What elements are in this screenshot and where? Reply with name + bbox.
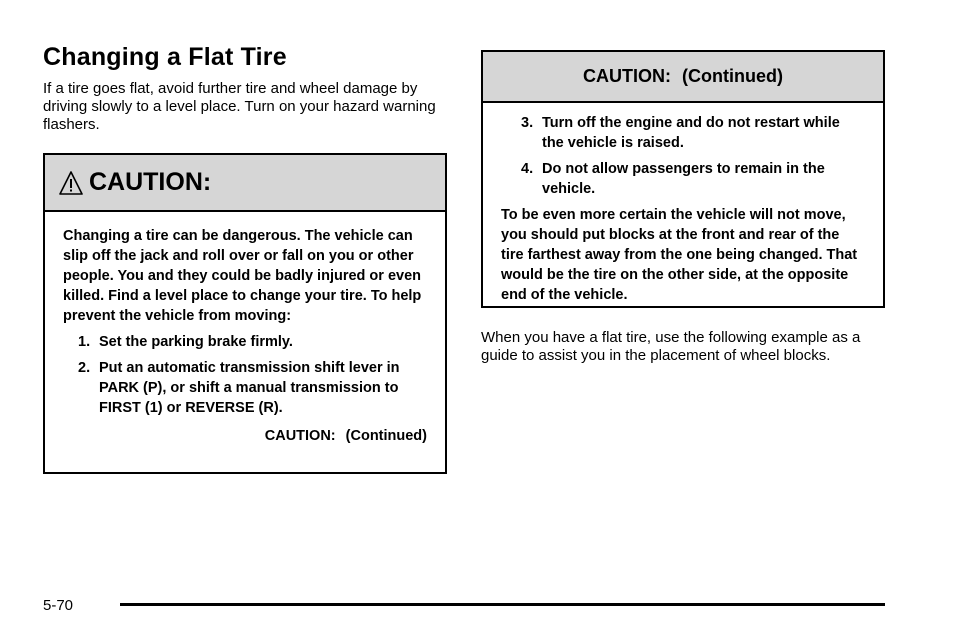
wheel-block-paragraph: When you have a flat tire, use the following example as a guide to assist you in the placement of wheel blocks. [481,329,861,364]
list-item [63,358,427,418]
caution-header [45,155,445,212]
step-text: Turn off the engine and do not restart while the vehicle is raised. [542,115,840,151]
left-column [43,42,447,134]
step-number: 4. [521,161,534,177]
step-text: Do not allow passengers to remain in the vehicle. [542,161,825,197]
step-number: 1. [78,334,91,350]
caution-continued-text: To be even more certain the vehicle will not move, you should put blocks at the front and rear of the tire farthest away from the one being changed. That would be the tire on the other side, at the opposite end of the vehicle. [501,207,858,303]
caution-continued-steps [501,113,865,199]
caution-continued-box [481,50,885,308]
right-column [481,50,885,380]
caution-body [45,212,445,446]
list-item [501,113,865,153]
caution-steps [63,332,427,418]
step-text: Set the parking brake firmly. [99,334,293,350]
intro-paragraph: If a tire goes flat, avoid further tire and wheel damage by driving slowly to a level place. Turn on your hazard warning flashers. [43,80,436,133]
caution-heading: CAUTION: [89,168,212,196]
caution-continued-heading: CAUTION: (Continued) [583,66,783,86]
caution-text: Changing a tire can be dangerous. The vehicle can slip off the jack and roll over or fall on you or other people. You and they could be badly injured or even killed. Find a level place to change your tire. To help prevent the vehicle from moving: [63,228,422,324]
step-text: Put an automatic transmission shift lever in PARK (P), or shift a manual transmission to FIRST (1) or REVERSE (R). [99,360,400,416]
page-title: Changing a Flat Tire [43,43,287,71]
caution-continued-body [483,103,883,305]
page-number: 5-70 [43,597,74,614]
warning-triangle-icon [59,170,83,196]
caution-continued-header [483,52,883,103]
footer-rule [120,603,885,606]
caution-continued-label: CAUTION: (Continued) [264,428,427,444]
step-number: 2. [78,360,91,376]
step-number: 3. [521,115,534,131]
list-item [63,332,427,352]
caution-box [43,153,447,474]
list-item [501,159,865,199]
